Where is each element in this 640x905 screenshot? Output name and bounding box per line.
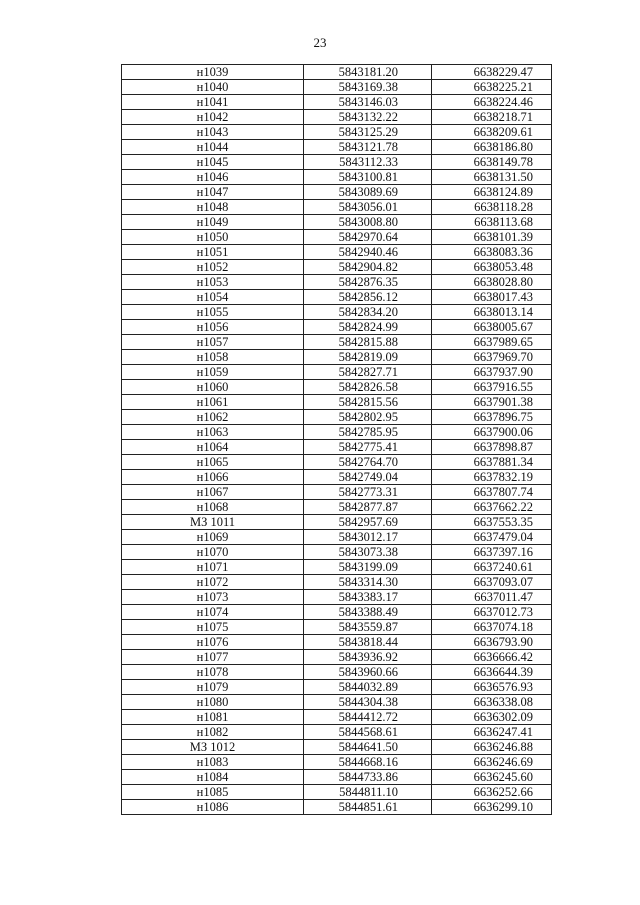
point-name-cell: н1051 — [122, 245, 304, 260]
x-coordinate-cell: 5843112.33 — [304, 155, 432, 170]
y-coordinate-cell: 6637898.87 — [432, 440, 552, 455]
point-name-cell: н1057 — [122, 335, 304, 350]
point-name-cell: н1063 — [122, 425, 304, 440]
table-row — [122, 80, 552, 95]
table-row — [122, 440, 552, 455]
table-row — [122, 680, 552, 695]
table-row — [122, 305, 552, 320]
point-name-cell: МЗ 1012 — [122, 740, 304, 755]
y-coordinate-cell: 6637074.18 — [432, 620, 552, 635]
table-row — [122, 260, 552, 275]
x-coordinate-cell: 5842940.46 — [304, 245, 432, 260]
table-row — [122, 410, 552, 425]
x-coordinate-cell: 5844811.10 — [304, 785, 432, 800]
table-row — [122, 335, 552, 350]
point-name-cell: н1058 — [122, 350, 304, 365]
table-row — [122, 530, 552, 545]
table-row — [122, 290, 552, 305]
y-coordinate-cell: 6638225.21 — [432, 80, 552, 95]
point-name-cell: н1079 — [122, 680, 304, 695]
x-coordinate-cell: 5844568.61 — [304, 725, 432, 740]
point-name-cell: н1054 — [122, 290, 304, 305]
x-coordinate-cell: 5844304.38 — [304, 695, 432, 710]
point-name-cell: н1042 — [122, 110, 304, 125]
table-row — [122, 185, 552, 200]
x-coordinate-cell: 5843100.81 — [304, 170, 432, 185]
point-name-cell: н1043 — [122, 125, 304, 140]
x-coordinate-cell: 5843125.29 — [304, 125, 432, 140]
point-name-cell: н1048 — [122, 200, 304, 215]
table-row — [122, 95, 552, 110]
x-coordinate-cell: 5842749.04 — [304, 470, 432, 485]
table-row — [122, 560, 552, 575]
y-coordinate-cell: 6637916.55 — [432, 380, 552, 395]
point-name-cell: н1084 — [122, 770, 304, 785]
y-coordinate-cell: 6637807.74 — [432, 485, 552, 500]
point-name-cell: н1052 — [122, 260, 304, 275]
coordinates-table — [121, 64, 552, 815]
table-row — [122, 395, 552, 410]
x-coordinate-cell: 5842824.99 — [304, 320, 432, 335]
y-coordinate-cell: 6638124.89 — [432, 185, 552, 200]
table-row — [122, 65, 552, 80]
y-coordinate-cell: 6638186.80 — [432, 140, 552, 155]
table-row — [122, 485, 552, 500]
y-coordinate-cell: 6636576.93 — [432, 680, 552, 695]
y-coordinate-cell: 6637969.70 — [432, 350, 552, 365]
table-row — [122, 170, 552, 185]
point-name-cell: н1056 — [122, 320, 304, 335]
y-coordinate-cell: 6637937.90 — [432, 365, 552, 380]
x-coordinate-cell: 5843146.03 — [304, 95, 432, 110]
point-name-cell: н1045 — [122, 155, 304, 170]
table-row — [122, 710, 552, 725]
point-name-cell: н1068 — [122, 500, 304, 515]
x-coordinate-cell: 5842775.41 — [304, 440, 432, 455]
y-coordinate-cell: 6636246.88 — [432, 740, 552, 755]
y-coordinate-cell: 6637093.07 — [432, 575, 552, 590]
point-name-cell: н1040 — [122, 80, 304, 95]
point-name-cell: н1075 — [122, 620, 304, 635]
y-coordinate-cell: 6637900.06 — [432, 425, 552, 440]
table-row — [122, 275, 552, 290]
table-row — [122, 590, 552, 605]
x-coordinate-cell: 5843559.87 — [304, 620, 432, 635]
y-coordinate-cell: 6637896.75 — [432, 410, 552, 425]
table-row — [122, 545, 552, 560]
table-row — [122, 125, 552, 140]
x-coordinate-cell: 5843936.92 — [304, 650, 432, 665]
point-name-cell: н1059 — [122, 365, 304, 380]
x-coordinate-cell: 5844412.72 — [304, 710, 432, 725]
point-name-cell: н1053 — [122, 275, 304, 290]
coordinates-table-body — [122, 65, 552, 815]
table-row — [122, 740, 552, 755]
table-row — [122, 755, 552, 770]
y-coordinate-cell: 6638101.39 — [432, 230, 552, 245]
point-name-cell: н1071 — [122, 560, 304, 575]
table-row — [122, 575, 552, 590]
y-coordinate-cell: 6637012.73 — [432, 605, 552, 620]
y-coordinate-cell: 6638013.14 — [432, 305, 552, 320]
y-coordinate-cell: 6636245.60 — [432, 770, 552, 785]
x-coordinate-cell: 5842826.58 — [304, 380, 432, 395]
table-row — [122, 635, 552, 650]
x-coordinate-cell: 5843383.17 — [304, 590, 432, 605]
x-coordinate-cell: 5842970.64 — [304, 230, 432, 245]
y-coordinate-cell: 6638131.50 — [432, 170, 552, 185]
table-row — [122, 515, 552, 530]
point-name-cell: н1080 — [122, 695, 304, 710]
x-coordinate-cell: 5843181.20 — [304, 65, 432, 80]
point-name-cell: н1077 — [122, 650, 304, 665]
table-row — [122, 350, 552, 365]
y-coordinate-cell: 6638083.36 — [432, 245, 552, 260]
y-coordinate-cell: 6638028.80 — [432, 275, 552, 290]
table-row — [122, 155, 552, 170]
x-coordinate-cell: 5843169.38 — [304, 80, 432, 95]
y-coordinate-cell: 6637397.16 — [432, 545, 552, 560]
x-coordinate-cell: 5842815.56 — [304, 395, 432, 410]
table-row — [122, 785, 552, 800]
point-name-cell: н1044 — [122, 140, 304, 155]
table-row — [122, 620, 552, 635]
x-coordinate-cell: 5842834.20 — [304, 305, 432, 320]
y-coordinate-cell: 6637901.38 — [432, 395, 552, 410]
point-name-cell: н1065 — [122, 455, 304, 470]
point-name-cell: н1085 — [122, 785, 304, 800]
table-row — [122, 245, 552, 260]
table-row — [122, 605, 552, 620]
point-name-cell: н1081 — [122, 710, 304, 725]
point-name-cell: н1047 — [122, 185, 304, 200]
point-name-cell: н1049 — [122, 215, 304, 230]
x-coordinate-cell: 5843388.49 — [304, 605, 432, 620]
x-coordinate-cell: 5842815.88 — [304, 335, 432, 350]
point-name-cell: н1050 — [122, 230, 304, 245]
y-coordinate-cell: 6636302.09 — [432, 710, 552, 725]
point-name-cell: н1072 — [122, 575, 304, 590]
y-coordinate-cell: 6636247.41 — [432, 725, 552, 740]
point-name-cell: н1066 — [122, 470, 304, 485]
point-name-cell: н1076 — [122, 635, 304, 650]
x-coordinate-cell: 5843089.69 — [304, 185, 432, 200]
y-coordinate-cell: 6637553.35 — [432, 515, 552, 530]
x-coordinate-cell: 5842957.69 — [304, 515, 432, 530]
x-coordinate-cell: 5842827.71 — [304, 365, 432, 380]
table-row — [122, 650, 552, 665]
table-row — [122, 770, 552, 785]
y-coordinate-cell: 6637989.65 — [432, 335, 552, 350]
y-coordinate-cell: 6637240.61 — [432, 560, 552, 575]
x-coordinate-cell: 5842785.95 — [304, 425, 432, 440]
y-coordinate-cell: 6638209.61 — [432, 125, 552, 140]
point-name-cell: н1061 — [122, 395, 304, 410]
table-row — [122, 110, 552, 125]
point-name-cell: н1069 — [122, 530, 304, 545]
y-coordinate-cell: 6636644.39 — [432, 665, 552, 680]
x-coordinate-cell: 5843012.17 — [304, 530, 432, 545]
x-coordinate-cell: 5842773.31 — [304, 485, 432, 500]
y-coordinate-cell: 6638218.71 — [432, 110, 552, 125]
x-coordinate-cell: 5844851.61 — [304, 800, 432, 815]
table-row — [122, 800, 552, 815]
point-name-cell: н1074 — [122, 605, 304, 620]
y-coordinate-cell: 6638229.47 — [432, 65, 552, 80]
x-coordinate-cell: 5842877.87 — [304, 500, 432, 515]
table-row — [122, 470, 552, 485]
x-coordinate-cell: 5842764.70 — [304, 455, 432, 470]
x-coordinate-cell: 5843056.01 — [304, 200, 432, 215]
x-coordinate-cell: 5842856.12 — [304, 290, 432, 305]
point-name-cell: н1039 — [122, 65, 304, 80]
x-coordinate-cell: 5842819.09 — [304, 350, 432, 365]
x-coordinate-cell: 5842904.82 — [304, 260, 432, 275]
y-coordinate-cell: 6638017.43 — [432, 290, 552, 305]
point-name-cell: н1062 — [122, 410, 304, 425]
y-coordinate-cell: 6637832.19 — [432, 470, 552, 485]
x-coordinate-cell: 5844668.16 — [304, 755, 432, 770]
table-row — [122, 725, 552, 740]
x-coordinate-cell: 5843132.22 — [304, 110, 432, 125]
table-row — [122, 215, 552, 230]
x-coordinate-cell: 5842802.95 — [304, 410, 432, 425]
y-coordinate-cell: 6637662.22 — [432, 500, 552, 515]
y-coordinate-cell: 6636793.90 — [432, 635, 552, 650]
point-name-cell: н1078 — [122, 665, 304, 680]
y-coordinate-cell: 6637479.04 — [432, 530, 552, 545]
point-name-cell: н1046 — [122, 170, 304, 185]
x-coordinate-cell: 5843008.80 — [304, 215, 432, 230]
y-coordinate-cell: 6636666.42 — [432, 650, 552, 665]
x-coordinate-cell: 5843818.44 — [304, 635, 432, 650]
x-coordinate-cell: 5844641.50 — [304, 740, 432, 755]
y-coordinate-cell: 6636299.10 — [432, 800, 552, 815]
point-name-cell: н1086 — [122, 800, 304, 815]
point-name-cell: н1041 — [122, 95, 304, 110]
x-coordinate-cell: 5843960.66 — [304, 665, 432, 680]
table-row — [122, 200, 552, 215]
table-row — [122, 320, 552, 335]
y-coordinate-cell: 6638005.67 — [432, 320, 552, 335]
table-row — [122, 665, 552, 680]
y-coordinate-cell: 6637881.34 — [432, 455, 552, 470]
table-row — [122, 455, 552, 470]
point-name-cell: н1060 — [122, 380, 304, 395]
y-coordinate-cell: 6636338.08 — [432, 695, 552, 710]
x-coordinate-cell: 5843199.09 — [304, 560, 432, 575]
point-name-cell: н1064 — [122, 440, 304, 455]
point-name-cell: н1082 — [122, 725, 304, 740]
table-row — [122, 695, 552, 710]
table-row — [122, 425, 552, 440]
x-coordinate-cell: 5843121.78 — [304, 140, 432, 155]
x-coordinate-cell: 5844032.89 — [304, 680, 432, 695]
point-name-cell: н1073 — [122, 590, 304, 605]
page-number: 23 — [313, 35, 327, 50]
point-name-cell: МЗ 1011 — [122, 515, 304, 530]
x-coordinate-cell: 5842876.35 — [304, 275, 432, 290]
point-name-cell: н1055 — [122, 305, 304, 320]
point-name-cell: н1070 — [122, 545, 304, 560]
table-row — [122, 500, 552, 515]
point-name-cell: н1083 — [122, 755, 304, 770]
y-coordinate-cell: 6638149.78 — [432, 155, 552, 170]
y-coordinate-cell: 6636246.69 — [432, 755, 552, 770]
table-row — [122, 380, 552, 395]
x-coordinate-cell: 5843314.30 — [304, 575, 432, 590]
y-coordinate-cell: 6636252.66 — [432, 785, 552, 800]
y-coordinate-cell: 6638113.68 — [432, 215, 552, 230]
x-coordinate-cell: 5843073.38 — [304, 545, 432, 560]
x-coordinate-cell: 5844733.86 — [304, 770, 432, 785]
table-row — [122, 365, 552, 380]
y-coordinate-cell: 6638053.48 — [432, 260, 552, 275]
table-row — [122, 230, 552, 245]
y-coordinate-cell: 6637011.47 — [432, 590, 552, 605]
y-coordinate-cell: 6638224.46 — [432, 95, 552, 110]
y-coordinate-cell: 6638118.28 — [432, 200, 552, 215]
point-name-cell: н1067 — [122, 485, 304, 500]
table-row — [122, 140, 552, 155]
